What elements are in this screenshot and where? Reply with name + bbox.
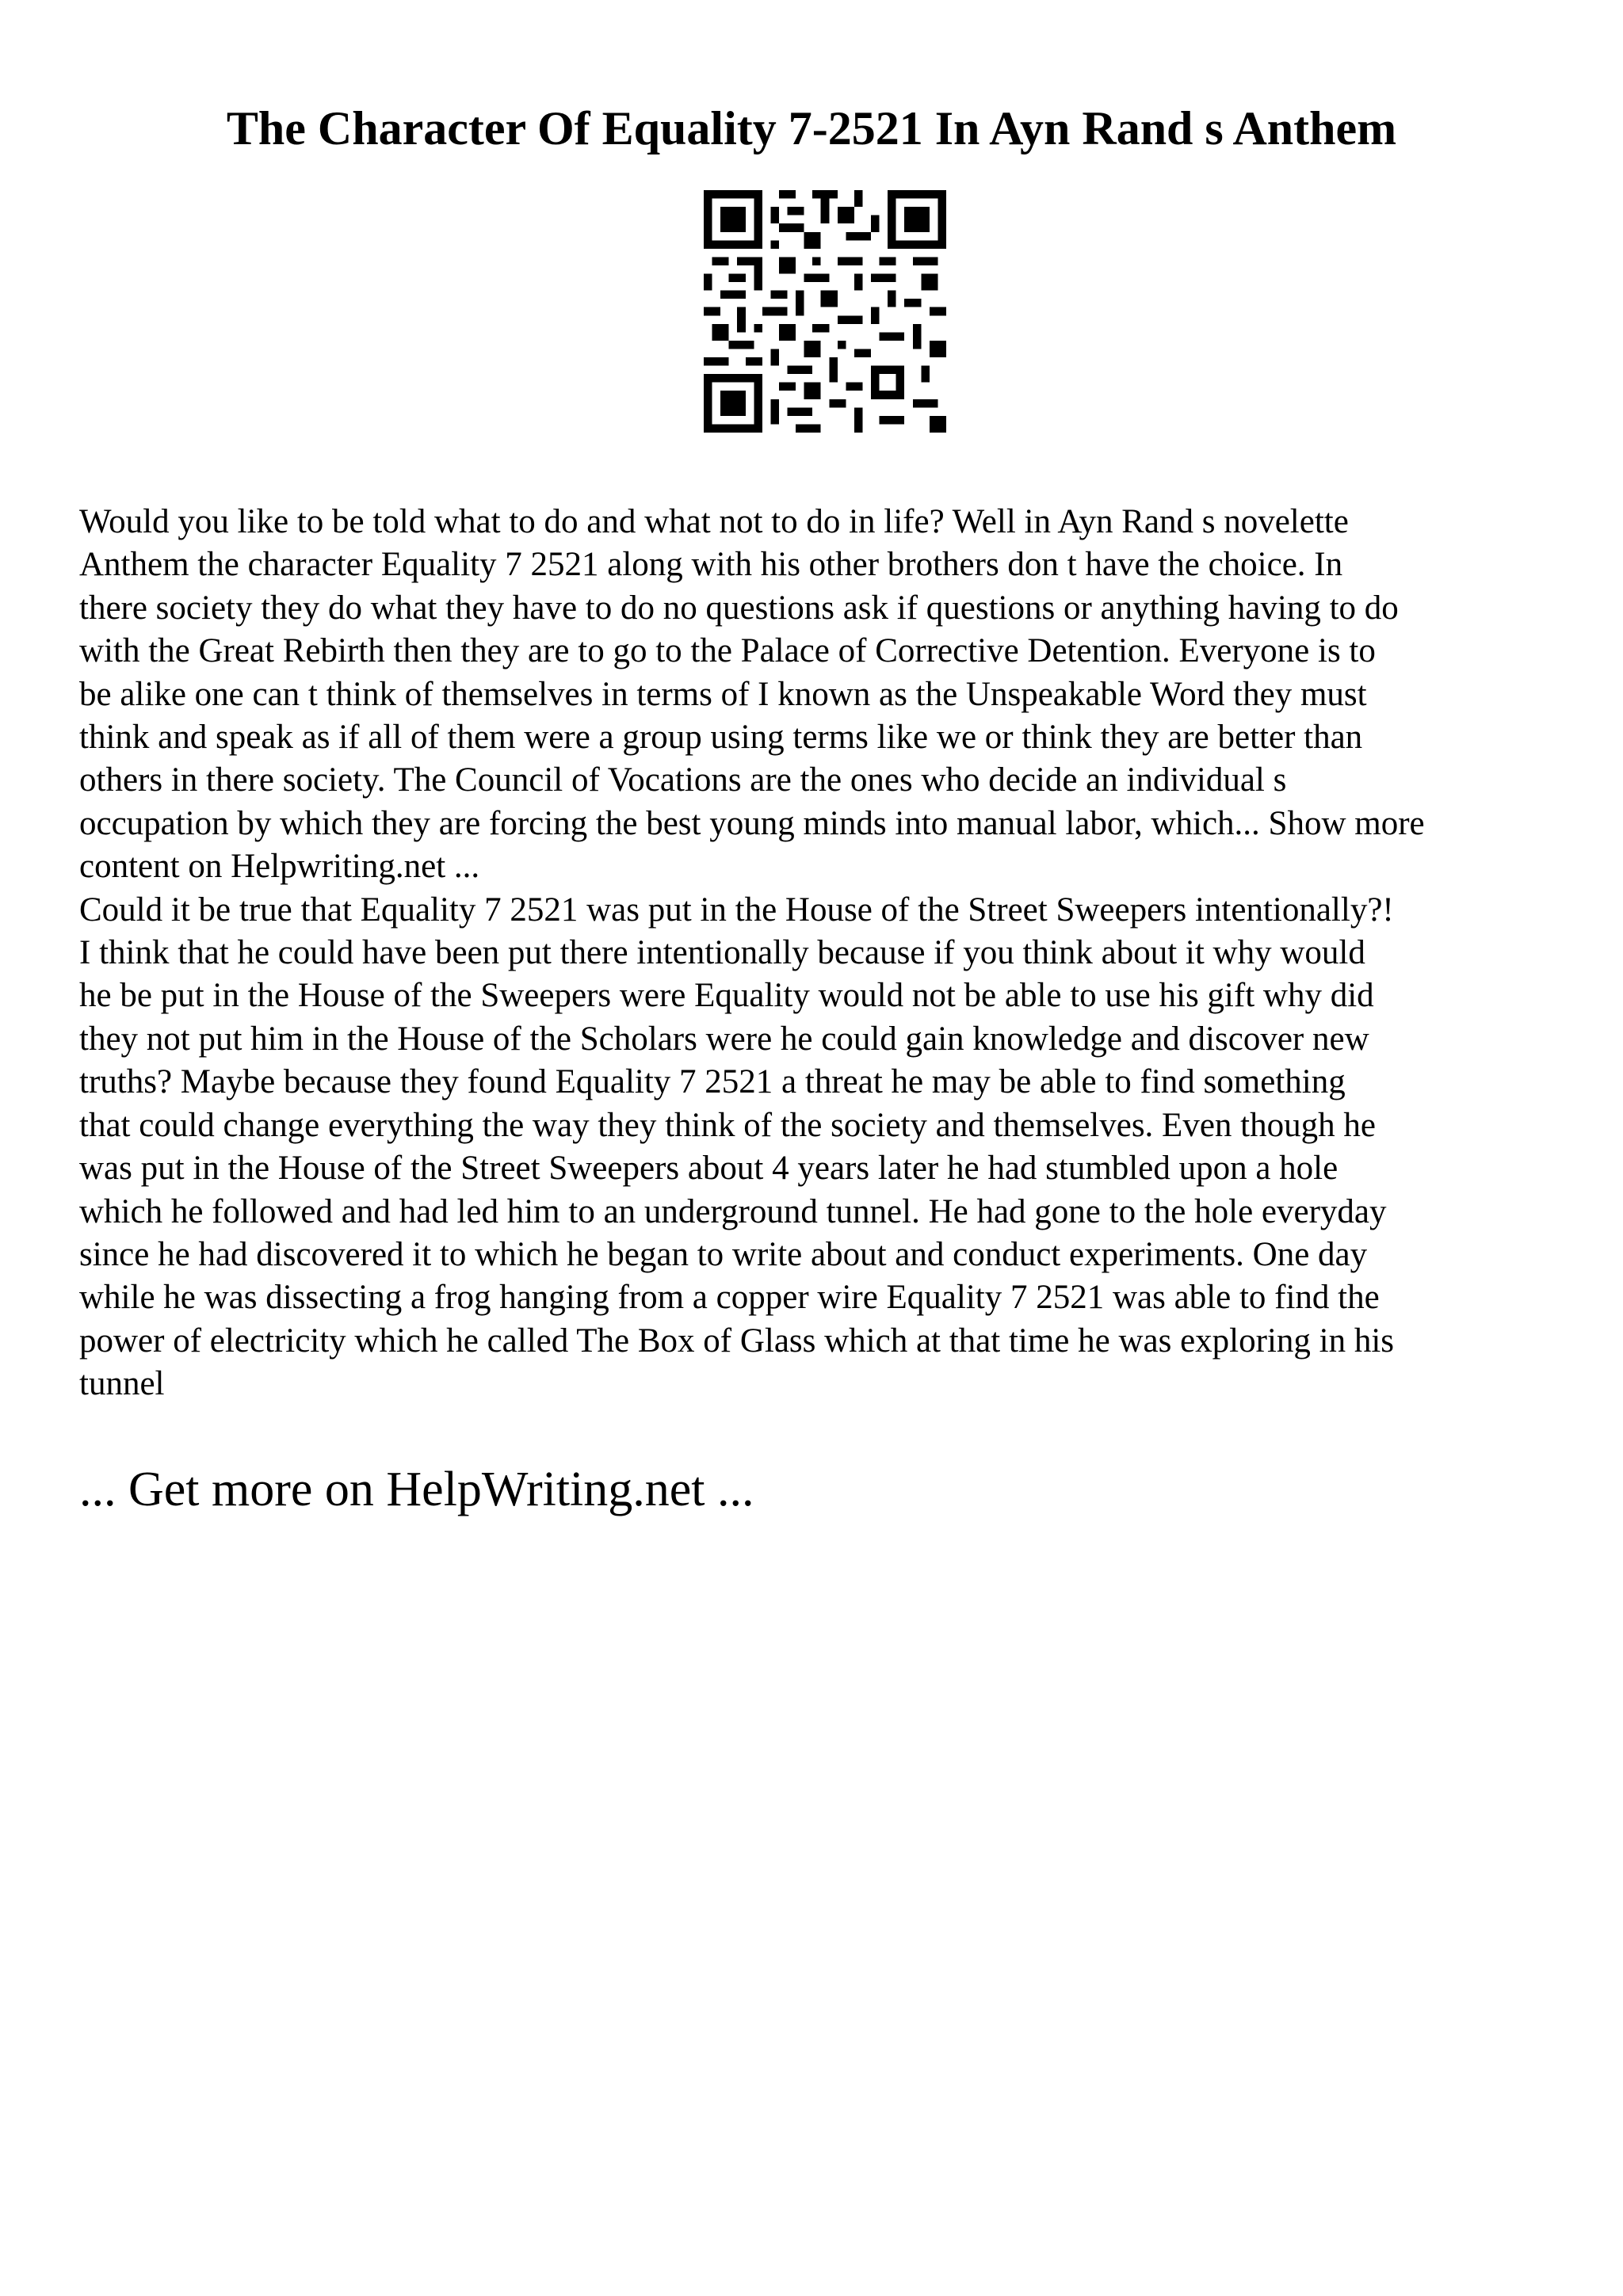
body-line: power of electricity which he called The Box of Glass which at that time he was exploring in his bbox=[79, 1322, 1395, 1360]
page-title: The Character Of Equality 7-2521 In Ayn Rand s Anthem bbox=[226, 102, 1397, 154]
body-line: which he followed and had led him to an underground tunnel. He had gone to the hole everyday bbox=[79, 1192, 1387, 1230]
body-line: Could it be true that Equality 7 2521 was put in the House of the Street Sweepers intentionally?! bbox=[79, 891, 1394, 929]
body-line: Anthem the character Equality 7 2521 along with his other brothers don t have the choice. In bbox=[79, 546, 1343, 584]
qr-code-icon bbox=[704, 190, 946, 433]
body-line: since he had discovered it to which he began to write about and conduct experiments. One day bbox=[79, 1235, 1368, 1273]
body-line: while he was dissecting a frog hanging from a copper wire Equality 7 2521 was able to find the bbox=[79, 1279, 1380, 1317]
body-line: others in there society. The Council of Vocations are the ones who decide an individual s bbox=[79, 761, 1287, 799]
body-line: I think that he could have been put there intentionally because if you think about it why would bbox=[79, 934, 1365, 972]
body-line: think and speak as if all of them were a group using terms like we or think they are better than bbox=[79, 719, 1363, 757]
body-line: they not put him in the House of the Scholars were he could gain knowledge and discover new bbox=[79, 1020, 1369, 1058]
body-line: occupation by which they are forcing the best young minds into manual labor, which... Show more bbox=[79, 804, 1425, 842]
body-line: Would you like to be told what to do and what not to do in life? Well in Ayn Rand s novelette bbox=[79, 503, 1349, 540]
essay-body bbox=[79, 501, 1553, 1406]
body-line: tunnel bbox=[79, 1365, 165, 1403]
footer-link[interactable]: ... Get more on HelpWriting.net ... bbox=[79, 1463, 754, 1516]
body-line: truths? Maybe because they found Equality 7 2521 a threat he may be able to find something bbox=[79, 1063, 1346, 1101]
body-line: content on Helpwriting.net ... bbox=[79, 848, 480, 886]
body-line: was put in the House of the Street Sweepers about 4 years later he had stumbled upon a hole bbox=[79, 1150, 1338, 1188]
body-line: there society they do what they have to do no questions ask if questions or anything having to do bbox=[79, 589, 1399, 627]
body-line: be alike one can t think of themselves in terms of I known as the Unspeakable Word they must bbox=[79, 675, 1367, 713]
body-line: with the Great Rebirth then they are to go to the Palace of Corrective Detention. Everyone is to bbox=[79, 632, 1376, 670]
body-line: that could change everything the way they think of the society and themselves. Even though he bbox=[79, 1106, 1376, 1144]
body-line: he be put in the House of the Sweepers were Equality would not be able to use his gift why did bbox=[79, 977, 1374, 1015]
